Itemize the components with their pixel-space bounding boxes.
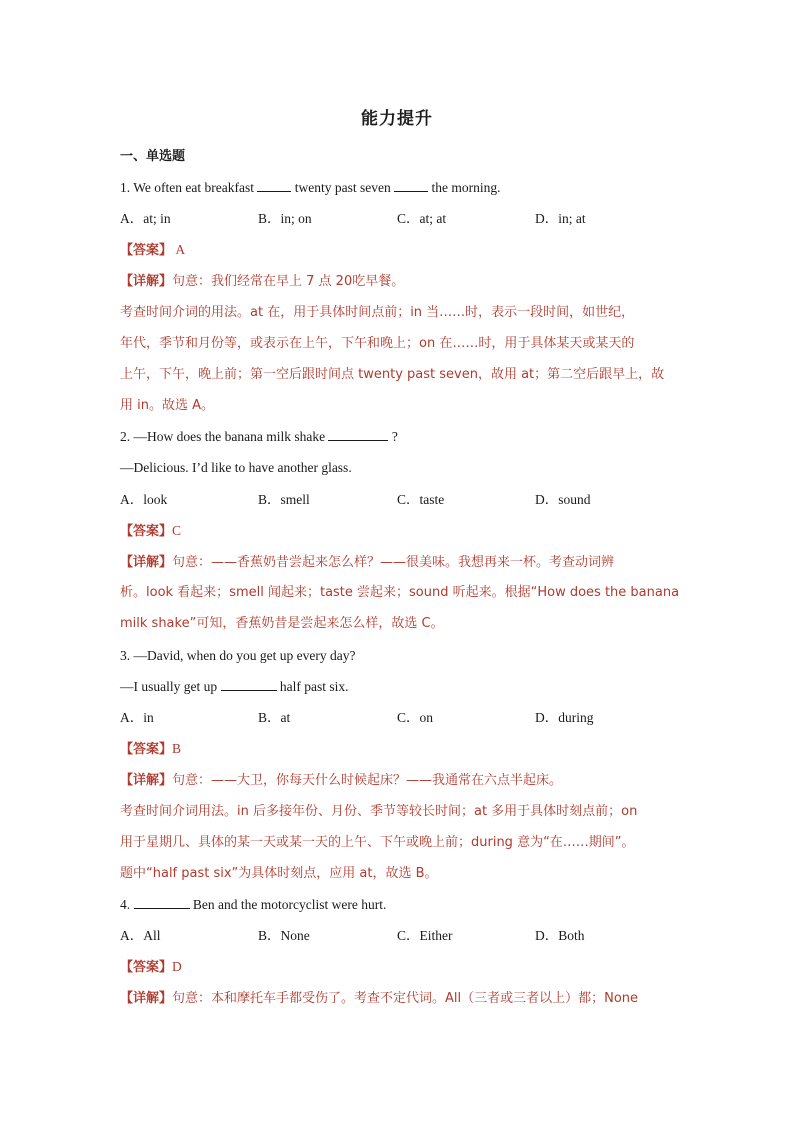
q2-detail (120, 552, 614, 573)
q1-option-c: C．at; at (397, 211, 447, 226)
q1-option-d: D．in; at (535, 211, 586, 226)
q3-detail-line-2: 考查时间介词用法。in 后多接年份、月份、季节等较长时间；at 多用于具体时刻点前；on (120, 804, 638, 819)
q2-option-b: B．smell (258, 492, 310, 507)
question-2 (120, 427, 398, 447)
q1-detail-line-2: 考查时间介词的用法。at 在，用于具体时间点前；in 当……时，表示一段时间，如世纪， (120, 305, 635, 320)
q2-text-a: 2. —How does the banana milk shake (120, 429, 329, 444)
q2-option-c: C．taste (397, 492, 445, 507)
q4-answer (120, 957, 182, 978)
q1-answer (120, 240, 185, 261)
detail-label: 【详解】 (120, 773, 173, 788)
q1-text-a: 1. We often eat breakfast (120, 180, 258, 195)
q1-option-a: A．at; in (120, 211, 171, 226)
q2-option-d: D．sound (535, 492, 591, 507)
q2-answer-value: C (172, 523, 182, 538)
section-heading: 一、单选题 (120, 149, 186, 164)
q4-blank (134, 896, 190, 909)
question-1 (120, 178, 500, 198)
q3-detail-line-4: 题中“half past six”为具体时刻点，应用 at，故选 B。 (120, 866, 438, 881)
q2-blank (328, 428, 388, 441)
q4-option-a: A．All (120, 928, 161, 943)
q3-text-b: half past six. (276, 679, 349, 694)
q1-text-c: the morning. (428, 180, 501, 195)
q2-answer (120, 521, 181, 542)
question-3: 3. —David, when do you get up every day? (120, 648, 356, 663)
detail-label: 【详解】 (120, 555, 173, 570)
q1-option-b: B．in; on (258, 211, 312, 226)
q1-detail (120, 271, 404, 292)
q3-detail (120, 770, 562, 791)
q3-text-a: —I usually get up (120, 679, 221, 694)
q1-text-b: twenty past seven (291, 180, 395, 195)
q3-option-c: C．on (397, 710, 434, 725)
q3-answer (120, 739, 181, 760)
q4-detail-line-1: 句意：本和摩托车手都受伤了。考查不定代词。All（三者或三者以上）都；None (172, 991, 639, 1006)
answer-label: 【答案】 (120, 524, 173, 539)
question-4 (120, 895, 386, 915)
q2-option-a: A．look (120, 492, 168, 507)
q4-option-d: D．Both (535, 928, 585, 943)
answer-label: 【答案】 (120, 742, 173, 757)
q2-text-b: ? (388, 429, 398, 444)
q4-text-a: 4. (120, 897, 134, 912)
q2-detail-line-2: 析。look 看起来；smell 闻起来；taste 尝起来；sound 听起来。根据“How does the banana (120, 585, 680, 600)
q2-detail-line-3: milk shake”可知，香蕉奶昔是尝起来怎么样，故选 C。 (120, 616, 444, 631)
q4-option-b: B．None (258, 928, 310, 943)
q1-detail-line-3: 年代，季节和月份等，或表示在上午，下午和晚上；on 在……时，用于具体某天或某天的 (120, 336, 635, 351)
q4-answer-value: D (172, 959, 182, 974)
q1-blank-2 (394, 179, 428, 192)
answer-label: 【答案】 (120, 960, 173, 975)
q2-reply: —Delicious. I’d like to have another glass. (120, 460, 352, 475)
q1-detail-line-1: 句意：我们经常在早上 7 点 20吃早餐。 (172, 274, 405, 289)
q4-text-b: Ben and the motorcyclist were hurt. (189, 897, 387, 912)
detail-label: 【详解】 (120, 991, 173, 1006)
q3-detail-line-1: 句意：——大卫，你每天什么时候起床？——我通常在六点半起床。 (172, 773, 563, 788)
q1-blank-1 (257, 179, 291, 192)
q4-detail (120, 988, 638, 1009)
q3-answer-value: B (172, 741, 182, 756)
q3-option-a: A．in (120, 710, 154, 725)
page-title: 能力提升 (361, 109, 433, 129)
q1-detail-line-4: 上午，下午，晚上前；第一空后跟时间点 twenty past seven，故用 at；第二空后跟早上，故 (120, 367, 665, 382)
detail-label: 【详解】 (120, 274, 173, 289)
q4-option-c: C．Either (397, 928, 453, 943)
q1-answer-value: A (175, 242, 186, 257)
q3-option-b: B．at (258, 710, 291, 725)
q3-option-d: D．during (535, 710, 594, 725)
q3-detail-line-3: 用于星期几、具体的某一天或某一天的上午、下午或晚上前；during 意为“在……期间”。 (120, 835, 635, 850)
q3-blank (221, 678, 277, 691)
q2-detail-line-1: 句意：——香蕉奶昔尝起来怎么样？——很美味。我想再来一杯。考查动词辨 (172, 555, 615, 570)
q1-detail-line-5: 用 in。故选 A。 (120, 398, 215, 413)
answer-label: 【答案】 (120, 243, 173, 258)
q3-reply (120, 677, 349, 697)
